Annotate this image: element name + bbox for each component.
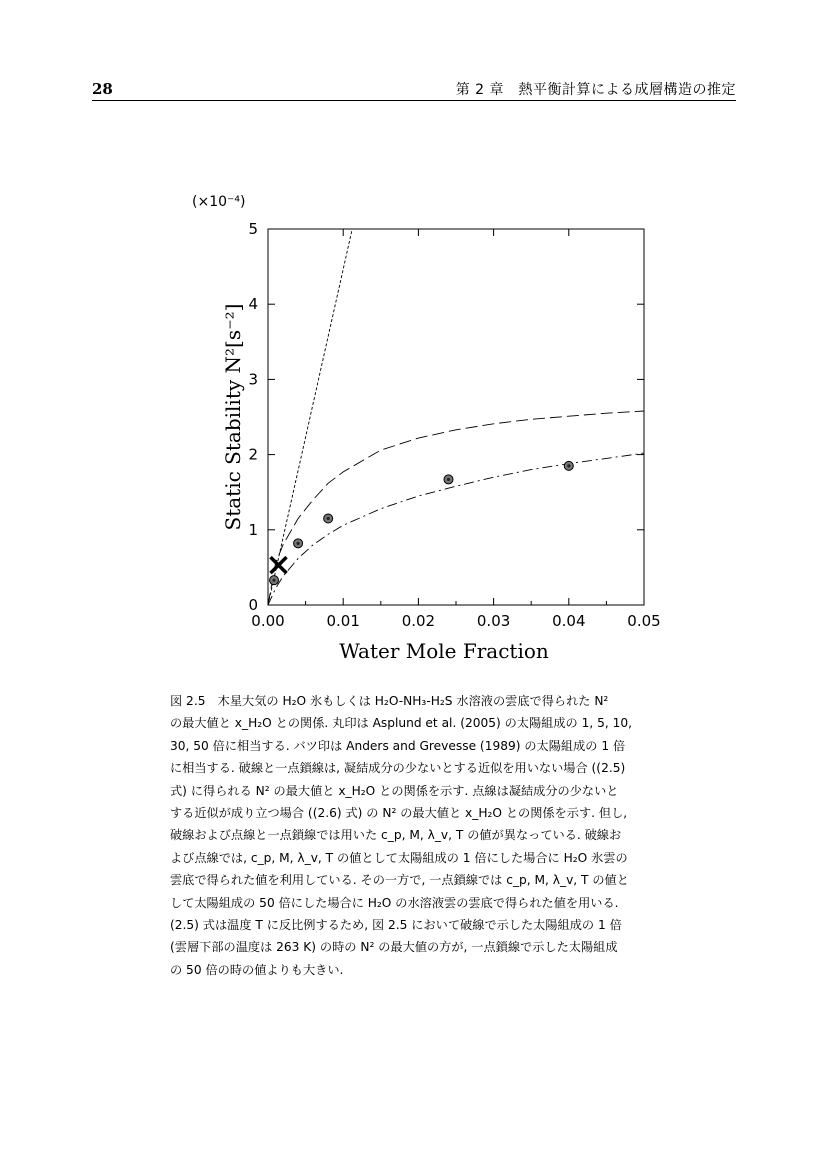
- caption-line: する近似が成り立つ場合 ((2.6) 式) の N² の最大値と x_H₂O との関係を示す. 但し,: [170, 806, 628, 821]
- x-tick-label: 0.02: [401, 612, 436, 630]
- caption-line: (2.5) 式は温度 T に反比例するため, 図 2.5 において破線で示した太陽組成の 1 倍: [170, 918, 622, 933]
- caption-line: 雲底で得られた値を利用している. その一方で, 一点鎖線では c_p, M, λ_v, T の値と: [170, 873, 629, 888]
- caption-line: の最大値と x_H₂O との関係. 丸印は Asplund et al. (2005) の太陽組成の 1, 5, 10,: [170, 716, 632, 731]
- plot-frame: [268, 229, 644, 605]
- series-short-dashed: [268, 229, 352, 605]
- x-tick-label: 0.00: [251, 612, 285, 630]
- circle-marker-core: [296, 542, 299, 545]
- y-axis-label: Static Stability N²[s⁻²]: [221, 303, 245, 531]
- caption-line: の 50 倍の時の値よりも大きい.: [170, 962, 344, 977]
- y-tick-label: 2: [248, 445, 258, 464]
- caption-line: 破線および点線と一点鎖線では用いた c_p, M, λ_v, T の値が異なっている. 破線お: [170, 828, 622, 843]
- circle-marker-core: [567, 464, 570, 467]
- figure-caption: [170, 690, 690, 981]
- y-tick-label: 4: [248, 295, 258, 314]
- y-tick-label: 3: [248, 370, 258, 389]
- caption-line: に相当する. 破線と一点鎖線は, 凝結成分の少ないとする近似を用いない場合 ((2.5): [170, 761, 626, 776]
- series-long-dashed: [268, 411, 644, 605]
- y-tick-label: 0: [248, 596, 258, 614]
- caption-line: (雲層下部の温度は 263 K) の時の N² の最大値の方が, 一点鎖線で示した太陽組成: [170, 940, 618, 955]
- x-tick-label: 0.04: [552, 612, 586, 630]
- circle-marker-core: [447, 478, 450, 481]
- x-tick-label: 0.03: [476, 612, 511, 630]
- y-tick-label: 5: [248, 220, 258, 238]
- caption-line: よび点線では, c_p, M, λ_v, T の値として太陽組成の 1 倍にした場合に H₂O 氷雲の: [170, 850, 628, 865]
- x-tick-label: 0.01: [326, 612, 360, 630]
- caption-line: 図 2.5 木星大気の H₂O 氷もしくは H₂O-NH₃-H₂S 水溶液の雲底で得られた N²: [170, 694, 609, 708]
- series-dash-dot: [268, 453, 644, 605]
- chapter-title: 第 2 章 熱平衡計算による成層構造の推定: [455, 82, 736, 98]
- y-axis: [248, 220, 644, 614]
- page-number: 28: [92, 80, 113, 98]
- caption-line: 30, 50 倍に相当する. バツ印は Anders and Grevesse (1989) の太陽組成の 1 倍: [170, 738, 626, 753]
- y-tick-label: 1: [248, 520, 258, 539]
- circle-marker-core: [272, 579, 275, 582]
- x-axis-label: Water Mole Fraction: [339, 639, 549, 663]
- chart-series: [268, 229, 644, 605]
- caption-line: して太陽組成の 50 倍にした場合に H₂O の水溶液雲の雲底で得られた値を用いる.: [170, 895, 619, 910]
- y-multiplier: (×10⁻⁴): [192, 194, 246, 210]
- chart-markers: [270, 461, 574, 584]
- x-tick-label: 0.05: [627, 612, 661, 630]
- caption-line: 式) に得られる N² の最大値と x_H₂O との関係を示す. 点線は凝結成分の少ないと: [170, 783, 619, 798]
- circle-marker-core: [327, 517, 330, 520]
